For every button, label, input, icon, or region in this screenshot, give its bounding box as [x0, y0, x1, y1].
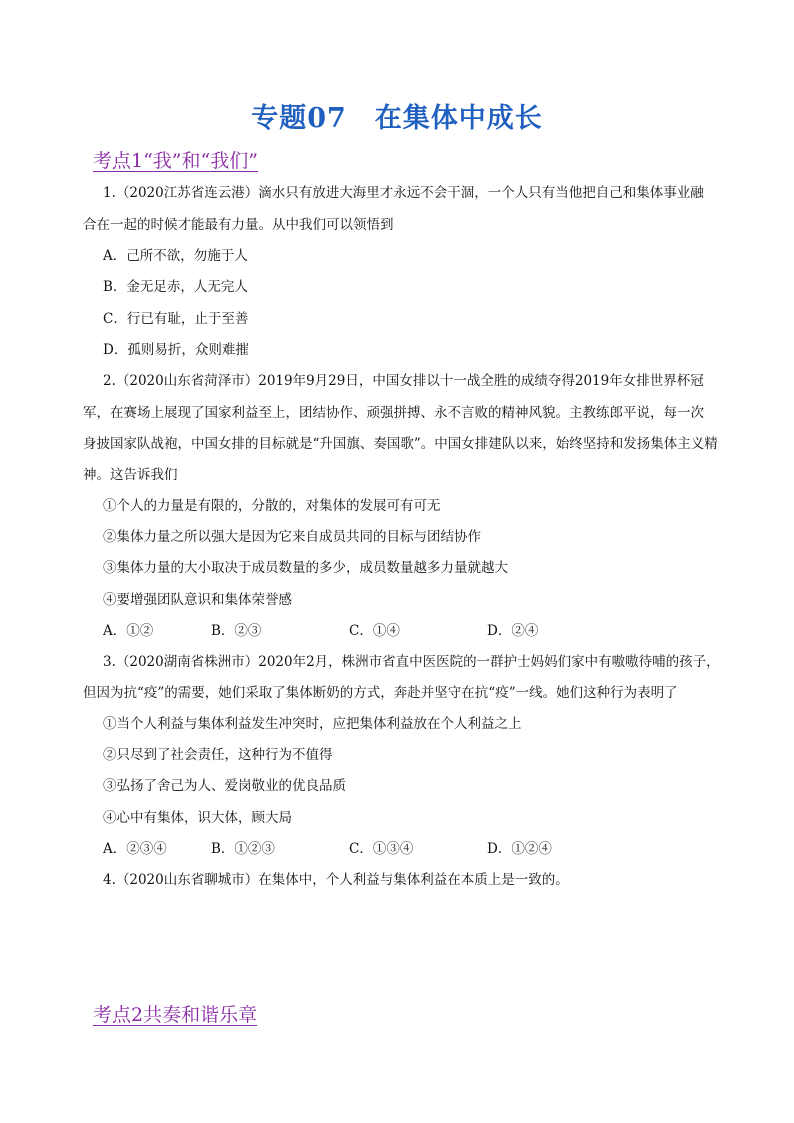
- q3-line-2: 但因为抗“疫”的需要，她们采取了集体断奶的方式，奔赴并坚守在抗“疫”一线。她们这种行为表明了: [83, 685, 678, 701]
- q2-line-4: 神。这告诉我们: [83, 467, 178, 483]
- q2-choice-d: D．②④: [487, 623, 539, 639]
- q2-line-3: 身披国家队战袍，中国女排的目标就是“升国旗、奏国歌”。中国女排建队以来，始终坚持和发扬集体主义精: [83, 436, 718, 452]
- q3-item-3: ③弘扬了舍己为人、爱岗敬业的优良品质: [103, 778, 346, 794]
- q3-choice-a: A．②③④: [103, 841, 167, 857]
- q1-option-d: D．孤则易折，众则难摧: [103, 342, 249, 358]
- q1-line-1: 1.（2020江苏省连云港）滴水只有放进大海里才永远不会干涸，一个人只有当他把自己和集体事业融: [103, 185, 704, 201]
- page-title: [0, 96, 794, 135]
- q1-option-c: C．行已有耻，止于至善: [103, 311, 249, 327]
- q1-option-a: A．己所不欲，勿施于人: [103, 248, 248, 264]
- q4-line-1: 4.（2020山东省聊城市）在集体中，个人利益与集体利益在本质上是一致的。: [103, 872, 569, 888]
- q2-line-1: 2.（2020山东省菏泽市）2019年9月29日，中国女排以十一战全胜的成绩夺得2019年女排世界杯冠: [103, 373, 704, 389]
- q3-item-2: ②只尽到了社会责任，这种行为不值得: [103, 747, 333, 763]
- q2-choice-b: B．②③: [211, 623, 262, 639]
- q2-item-1: ①个人的力量是有限的，分散的，对集体的发展可有可无: [103, 498, 441, 514]
- q3-item-1: ①当个人利益与集体利益发生冲突时，应把集体利益放在个人利益之上: [103, 716, 522, 732]
- q2-choice-a: A．①②: [103, 623, 154, 639]
- section-heading-1: 考点1“我”和“我们”: [93, 150, 258, 172]
- q2-line-2: 军，在赛场上展现了国家利益至上，团结协作、顽强拼搏、永不言败的精神风貌。主教练郎平说，每一次: [83, 405, 704, 421]
- q3-line-1: 3.（2020湖南省株洲市）2020年2月，株洲市省直中医医院的一群护士妈妈们家中有嗷嗷待哺的孩子，: [103, 654, 720, 670]
- q3-choices: [103, 841, 552, 857]
- q3-choice-b: B．①②③: [211, 841, 275, 857]
- title-main: 在集体中成长: [374, 103, 543, 134]
- q2-item-3: ③集体力量的大小取决于成员数量的多少，成员数量越多力量就越大: [103, 560, 508, 576]
- q1-line-2: 合在一起的时候才能最有力量。从中我们可以领悟到: [83, 217, 394, 233]
- q1-option-b: B．金无足赤，人无完人: [103, 279, 248, 295]
- title-prefix: 专题07: [251, 103, 347, 134]
- q2-choices: [103, 623, 538, 639]
- q2-choice-c: C．①④: [349, 623, 400, 639]
- q3-item-4: ④心中有集体，识大体，顾大局: [103, 810, 292, 826]
- q2-item-4: ④要增强团队意识和集体荣誉感: [103, 592, 292, 608]
- q2-item-2: ②集体力量之所以强大是因为它来自成员共同的目标与团结协作: [103, 529, 481, 545]
- q3-choice-d: D．①②④: [487, 841, 552, 857]
- q3-choice-c: C．①③④: [349, 841, 414, 857]
- section-heading-2: 考点2共奏和谐乐章: [93, 1004, 258, 1026]
